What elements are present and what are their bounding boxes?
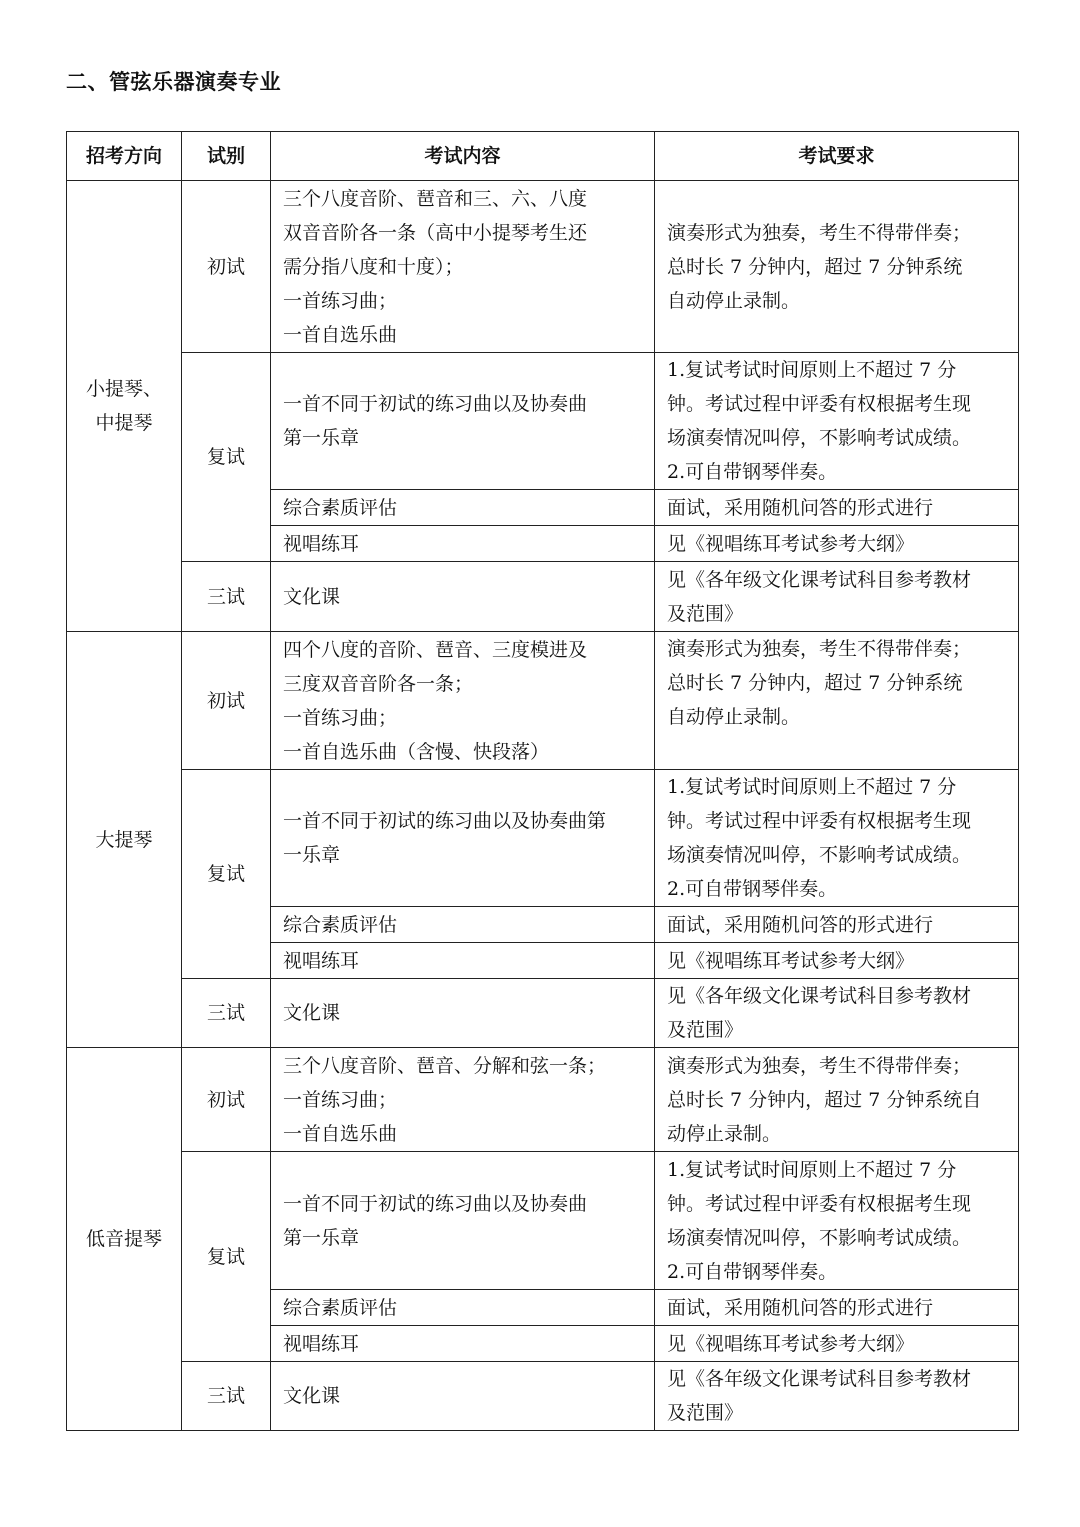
content-line: 第一乐章: [283, 1226, 360, 1249]
requirement-line: 场演奏情况叫停，不影响考试成绩。: [667, 844, 972, 866]
requirement-line: 2.可自带钢琴伴奏。: [667, 1260, 838, 1283]
table-row: [67, 632, 1019, 770]
content-cell: 文化课: [271, 1362, 655, 1431]
table-row: [67, 1048, 1019, 1152]
content-line: 一首自选乐曲: [283, 323, 398, 346]
stage-cell: 复试: [182, 1152, 271, 1362]
content-line: 一首不同于初试的练习曲以及协奏曲: [283, 1192, 588, 1215]
requirement-cell: [655, 979, 1019, 1048]
content-line: 一首自选乐曲（含慢、快段落）: [283, 740, 550, 763]
content-line: 一首自选乐曲: [283, 1122, 398, 1145]
requirement-line: 演奏形式为独奏，考生不得带伴奏；: [667, 221, 972, 244]
content-line: 一首不同于初试的练习曲以及协奏曲第: [283, 810, 607, 832]
stage-cell: 三试: [182, 1362, 271, 1431]
header-content: 考试内容: [271, 132, 655, 181]
content-line: 一首练习曲；: [283, 289, 398, 312]
content-line: 需分指八度和十度）；: [283, 255, 464, 278]
content-line: 三个八度音阶、琶音、分解和弦一条；: [283, 1054, 607, 1077]
content-cell: [271, 770, 655, 907]
requirement-line: 钟。考试过程中评委有权根据考生现: [667, 393, 972, 415]
section-title: 二、管弦乐器演奏专业: [66, 70, 281, 94]
stage-cell: 三试: [182, 979, 271, 1048]
table-row: [67, 562, 1019, 632]
table-row: [67, 1152, 1019, 1290]
requirement-line: 1.复试考试时间原则上不超过 7 分: [667, 776, 957, 798]
content-cell: 文化课: [271, 562, 655, 632]
requirement-line: 场演奏情况叫停，不影响考试成绩。: [667, 427, 972, 449]
direction-cell: [67, 181, 182, 632]
requirement-cell: [655, 1152, 1019, 1290]
requirement-cell: [655, 1048, 1019, 1152]
requirement-cell: [655, 562, 1019, 632]
requirement-line: 1.复试考试时间原则上不超过 7 分: [667, 1158, 957, 1181]
requirement-line: 演奏形式为独奏，考生不得带伴奏；: [667, 638, 972, 660]
stage-cell: 初试: [182, 1048, 271, 1152]
content-cell: 综合素质评估: [271, 1290, 655, 1326]
content-cell: [271, 181, 655, 353]
requirement-line: 自动停止录制。: [667, 289, 801, 312]
requirement-line: 见《各年级文化课考试科目参考教材: [667, 1368, 972, 1390]
content-line: 双音音阶各一条（高中小提琴考生还: [283, 221, 588, 244]
requirement-cell: 见《视唱练耳考试参考大纲》: [655, 526, 1019, 562]
requirement-cell: [655, 1362, 1019, 1431]
content-line: 一首练习曲；: [283, 706, 398, 729]
content-cell: [271, 1152, 655, 1290]
exam-table: [66, 131, 1019, 1431]
requirement-cell: [655, 632, 1019, 770]
requirement-cell: 面试，采用随机问答的形式进行: [655, 907, 1019, 943]
requirement-cell: 面试，采用随机问答的形式进行: [655, 1290, 1019, 1326]
requirement-line: 演奏形式为独奏，考生不得带伴奏；: [667, 1054, 972, 1077]
content-cell: 综合素质评估: [271, 490, 655, 526]
requirement-line: 总时长 7 分钟内，超过 7 分钟系统: [667, 255, 963, 278]
direction-line: 低音提琴: [85, 1228, 162, 1250]
content-cell: 文化课: [271, 979, 655, 1048]
direction-line: 大提琴: [95, 828, 153, 851]
stage-cell: 初试: [182, 181, 271, 353]
requirement-cell: [655, 353, 1019, 490]
content-cell: [271, 632, 655, 770]
requirement-line: 及范围》: [667, 1019, 744, 1041]
content-cell: [271, 353, 655, 490]
requirement-line: 自动停止录制。: [667, 706, 801, 728]
content-cell: 综合素质评估: [271, 907, 655, 943]
content-cell: 视唱练耳: [271, 526, 655, 562]
requirement-line: 总时长 7 分钟内，超过 7 分钟系统自: [667, 1088, 982, 1111]
content-cell: [271, 1048, 655, 1152]
table-row: [67, 770, 1019, 907]
content-line: 第一乐章: [283, 427, 360, 449]
requirement-cell: 见《视唱练耳考试参考大纲》: [655, 943, 1019, 979]
direction-line: 中提琴: [95, 412, 153, 434]
direction-cell: [67, 632, 182, 1048]
requirement-line: 及范围》: [667, 602, 744, 625]
table-header-row: [67, 132, 1019, 181]
content-line: 一乐章: [283, 844, 341, 866]
table-row: [67, 979, 1019, 1048]
requirement-cell: 面试，采用随机问答的形式进行: [655, 490, 1019, 526]
content-cell: 视唱练耳: [271, 943, 655, 979]
requirement-line: 总时长 7 分钟内，超过 7 分钟系统: [667, 672, 963, 694]
requirement-line: 见《各年级文化课考试科目参考教材: [667, 985, 972, 1007]
requirement-cell: [655, 770, 1019, 907]
header-requirement: 考试要求: [655, 132, 1019, 181]
header-stage: 试别: [182, 132, 271, 181]
requirement-line: 2.可自带钢琴伴奏。: [667, 878, 838, 900]
requirement-line: 见《各年级文化课考试科目参考教材: [667, 568, 972, 591]
requirement-line: 钟。考试过程中评委有权根据考生现: [667, 1192, 972, 1215]
content-cell: 视唱练耳: [271, 1326, 655, 1362]
requirement-cell: [655, 181, 1019, 353]
content-line: 三个八度音阶、琶音和三、六、八度: [283, 187, 588, 210]
stage-cell: 初试: [182, 632, 271, 770]
table-row: [67, 353, 1019, 490]
requirement-line: 2.可自带钢琴伴奏。: [667, 461, 838, 483]
content-line: 四个八度的音阶、琶音、三度模进及: [283, 638, 588, 661]
content-line: 一首不同于初试的练习曲以及协奏曲: [283, 393, 588, 415]
content-line: 一首练习曲；: [283, 1088, 398, 1111]
stage-cell: 复试: [182, 353, 271, 562]
table-row: [67, 1362, 1019, 1431]
content-line: 三度双音音阶各一条；: [283, 672, 474, 695]
table-row: [67, 181, 1019, 353]
requirement-line: 及范围》: [667, 1402, 744, 1424]
direction-line: 小提琴、: [85, 378, 162, 400]
requirement-line: 钟。考试过程中评委有权根据考生现: [667, 810, 972, 832]
requirement-line: 场演奏情况叫停，不影响考试成绩。: [667, 1226, 972, 1249]
stage-cell: 复试: [182, 770, 271, 979]
requirement-line: 1.复试考试时间原则上不超过 7 分: [667, 359, 957, 381]
direction-cell: [67, 1048, 182, 1431]
stage-cell: 三试: [182, 562, 271, 632]
header-direction: 招考方向: [67, 132, 182, 181]
requirement-line: 动停止录制。: [667, 1122, 782, 1145]
requirement-cell: 见《视唱练耳考试参考大纲》: [655, 1326, 1019, 1362]
